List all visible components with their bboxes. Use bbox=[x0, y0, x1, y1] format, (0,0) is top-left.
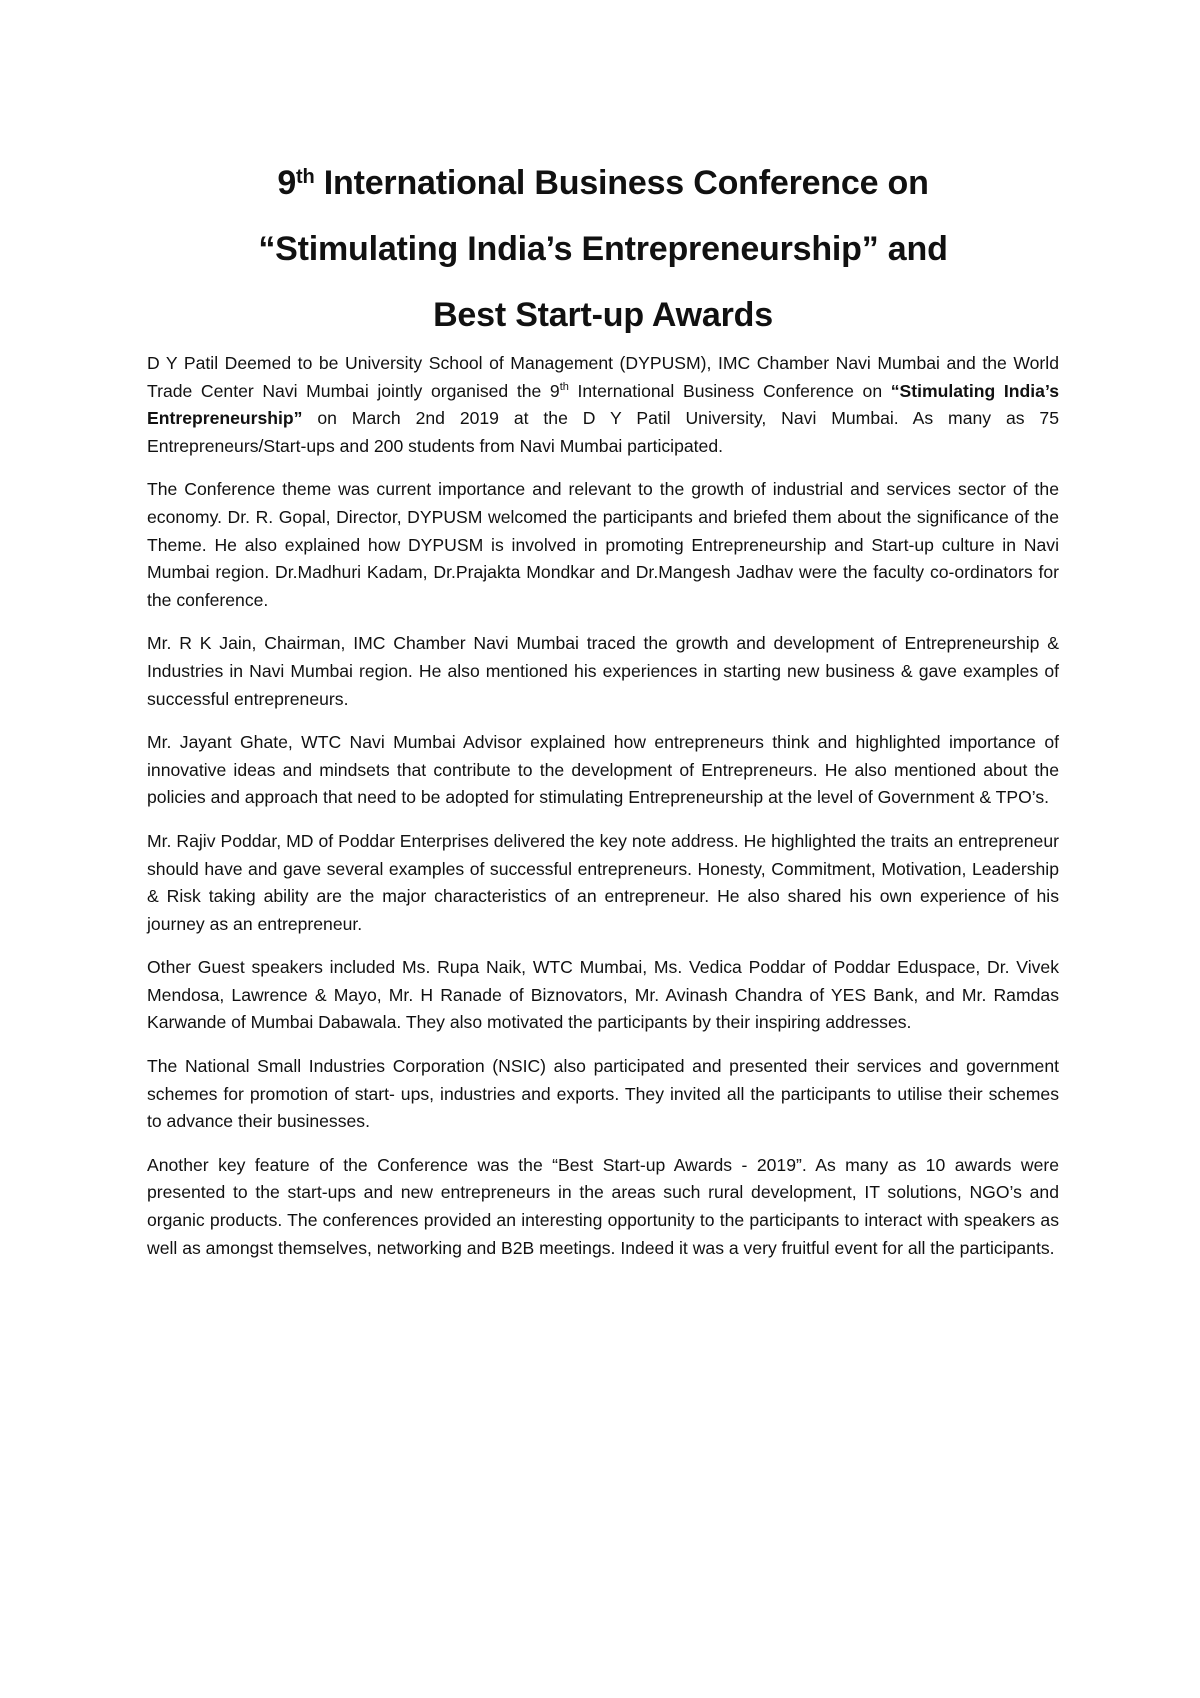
document-title bbox=[147, 150, 1059, 348]
paragraph-intro bbox=[147, 350, 1059, 460]
title-line-2: “Stimulating India’s Entrepreneurship” and bbox=[258, 230, 948, 268]
title-line-3: Best Start-up Awards bbox=[433, 296, 773, 334]
paragraph-intro-text-b: International Business Conference on bbox=[568, 380, 891, 401]
paragraph-jayant-ghate: Mr. Jayant Ghate, WTC Navi Mumbai Advisor explained how entrepreneurs think and highlighted importance of innovative ideas and mindsets that contribute to the development of Entrepreneurs. He also mentioned about the policies and approach that need to be adopted for stimulating Entrepreneurship at the level of Government & TPO’s. bbox=[147, 732, 1059, 808]
paragraph-guest-speakers: Other Guest speakers included Ms. Rupa Naik, WTC Mumbai, Ms. Vedica Poddar of Poddar Eduspace, Dr. Vivek Mendosa, Lawrence & Mayo, Mr. H Ranade of Biznovators, Mr. Avinash Chandra of YES Bank, and Mr. Ramdas Karwande of Mumbai Dabawala. They also motivated the participants by their inspiring addresses. bbox=[147, 957, 1059, 1033]
paragraph-intro-superscript: th bbox=[559, 380, 569, 393]
paragraph-rk-jain: Mr. R K Jain, Chairman, IMC Chamber Navi Mumbai traced the growth and development of Entrepreneurship & Industries in Navi Mumbai region. He also mentioned his experiences in starting new business & gave examples of successful entrepreneurs. bbox=[147, 633, 1059, 709]
title-line-1 bbox=[147, 150, 1059, 216]
paragraph-nsic: The National Small Industries Corporation (NSIC) also participated and presented their services and government schemes for promotion of start- ups, industries and exports. They invited all the participants to utilise their schemes to advance their businesses. bbox=[147, 1056, 1059, 1132]
title-ordinal-number: 9 bbox=[277, 164, 297, 202]
title-line-1-text: International Business Conference on bbox=[314, 164, 929, 202]
title-ordinal-superscript: th bbox=[296, 166, 315, 188]
paragraph-intro-theme: “Stimulating India’s Entrepreneurship” bbox=[147, 380, 1059, 429]
paragraph-awards: Another key feature of the Conference was the “Best Start-up Awards - 2019”. As many as 10 awards were presented to the start-ups and new entrepreneurs in the areas such rural development, IT solutions, NGO’s and organic products. The conferences provided an interesting opportunity to the participants to interact with speakers as well as amongst themselves, networking and B2B meetings. Indeed it was a very fruitful event for all the participants. bbox=[147, 1154, 1059, 1258]
paragraph-intro-text-c: on March 2nd 2019 at the D Y Patil University, Navi Mumbai. As many as 75 Entrepreneurs/Start-ups and 200 students from Navi Mumbai participated. bbox=[147, 408, 1059, 456]
document-body bbox=[147, 350, 1059, 1278]
paragraph-theme: The Conference theme was current importance and relevant to the growth of industrial and services sector of the economy. Dr. R. Gopal, Director, DYPUSM welcomed the participants and briefed them about the significance of the Theme. He also explained how DYPUSM is involved in promoting Entrepreneurship and Start-up culture in Navi Mumbai region. Dr.Madhuri Kadam, Dr.Prajakta Mondkar and Dr.Mangesh Jadhav were the faculty co-ordinators for the conference. bbox=[147, 479, 1059, 610]
paragraph-rajiv-poddar: Mr. Rajiv Poddar, MD of Poddar Enterprises delivered the key note address. He highlighted the traits an entrepreneur should have and gave several examples of successful entrepreneurs. Honesty, Commitment, Motivation, Leadership & Risk taking ability are the major characteristics of an entrepreneur. He also shared his own experience of his journey as an entrepreneur. bbox=[147, 830, 1059, 934]
paragraph-intro-text-a: D Y Patil Deemed to be University School of Management (DYPUSM), IMC Chamber Navi Mumbai and the World Trade Center Navi Mumbai jointly organised the 9 bbox=[147, 353, 1059, 401]
